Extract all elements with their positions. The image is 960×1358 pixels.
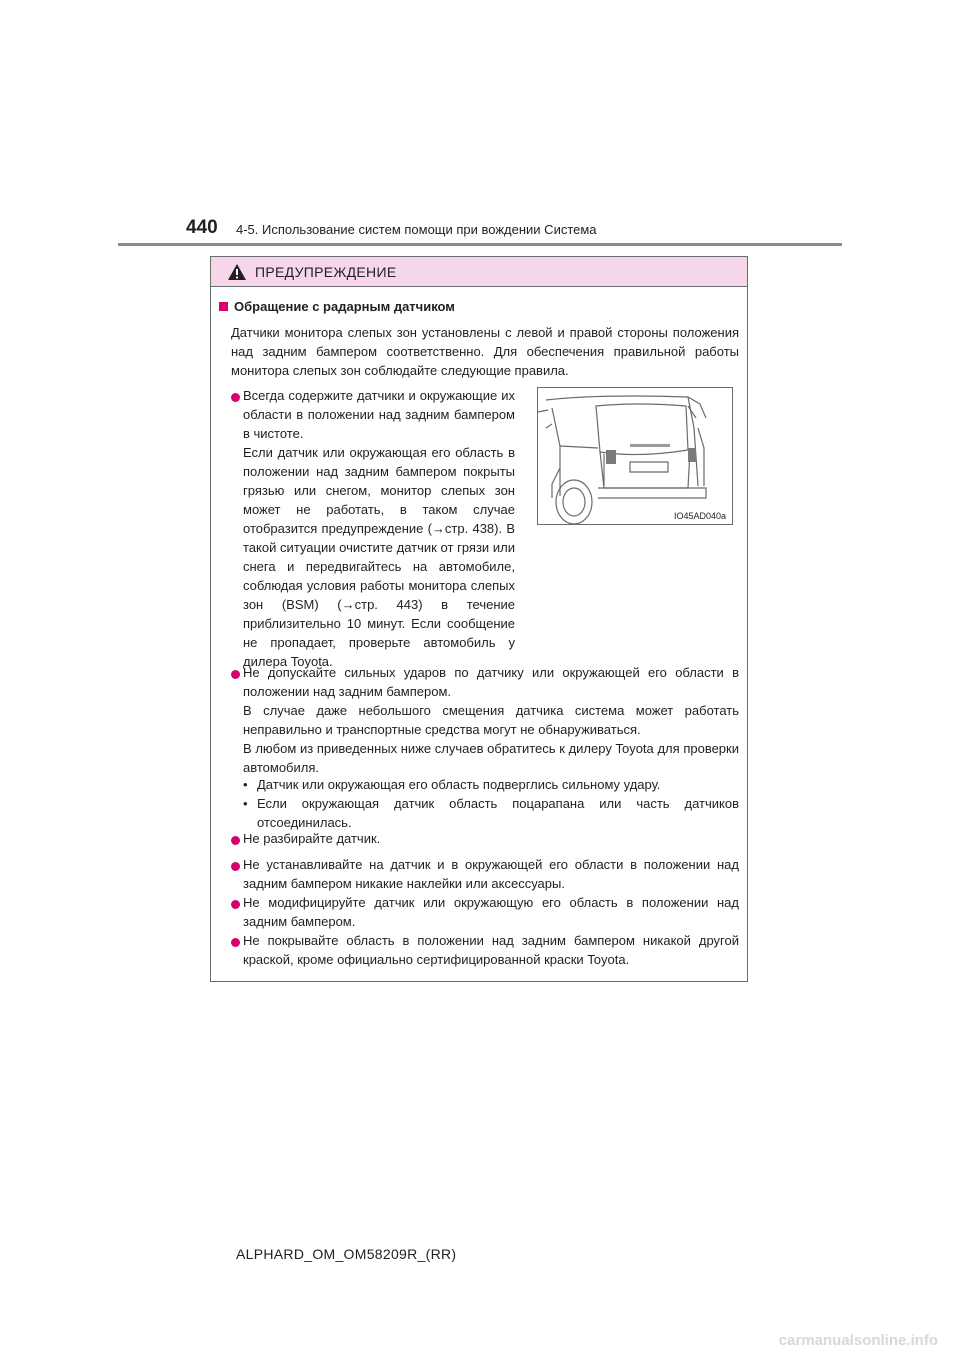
warning-title: ПРЕДУПРЕЖДЕНИЕ [255,263,397,280]
bullet-dot-icon [231,836,240,845]
bullet-dot-icon [231,393,240,402]
bullet-2-text-c: В любом из приведенных ниже случаев обратитесь к дилеру Toyota для проверки автомобиля. [243,741,739,775]
bullet-4-text: Не устанавливайте на датчик и в окружающей его области в положении над задним бампером никакие наклейки или аксессуары. [243,857,739,891]
bullet-1-text-b: Если датчик или окружающая его область в положении над задним бампером покрыты грязью или снегом, монитор слепых зон может не работать, в таком случае отобразится предупреждение (→стр. 438). В такой ситуации очистите датчик от грязи или снега и передвигайтесь на автомобиле, соблюдая условия работы монитора слепых зон (BSM) (→стр. 443) в течение приблизительно 10 минут. Если сообщение не пропадает, проверьте автомобиль у дилера Toyota. [243,445,515,669]
rear-sensor-illustration [537,387,733,525]
document-code: ALPHARD_OM_OM58209R_(RR) [236,1246,457,1262]
sub-bullet-icon: • [243,796,248,811]
figure-id: IO45AD040a [673,511,726,521]
bullet-dot-icon [231,862,240,871]
header-divider [118,243,842,246]
bullet-2-text-a: Не допускайте сильных ударов по датчику или окружающей его области в положении над задним бампером. [243,665,739,699]
bullet-dot-icon [231,938,240,947]
page-number: 440 [186,217,218,238]
square-bullet-icon [219,302,228,311]
bullet-6-text: Не покрывайте область в положении над задним бампером никакой другой краской, кроме официально сертифицированной краски Toyota. [243,933,739,967]
section-heading [219,299,455,314]
warning-triangle-icon [227,263,247,281]
vehicle-rear-drawing [538,388,733,525]
sub-item-2 [243,794,739,832]
section-heading-text: Обращение с радарным датчиком [234,299,455,314]
bullet-2-text-b: В случае даже небольшого смещения датчика система может работать неправильно и транспортные средства могут не обнаруживаться. [243,703,739,737]
sub-bullet-icon: • [243,777,248,792]
bullet-dot-icon [231,670,240,679]
watermark: carmanualsonline.info [778,1332,938,1349]
warning-box [210,256,748,982]
sub-item-1 [243,775,739,794]
bullet-1-text-a: Всегда содержите датчики и окружающие их области в положении над задним бампером в чистоте. [243,388,515,441]
section-title: 4-5. Использование систем помощи при вождении Система [236,222,597,237]
warning-header [211,257,747,287]
sub-item-1-text: Датчик или окружающая его область подверглись сильному удару. [257,777,661,792]
intro-paragraph: Датчики монитора слепых зон установлены с левой и правой стороны положения над задним бампером соответственно. Для обеспечения правильной работы монитора слепых зон соблюдайте следующие правила. [231,325,739,378]
bullet-3-text: Не разбирайте датчик. [243,831,381,846]
sub-item-2-text: Если окружающая датчик область поцарапана или часть датчиков отсоединилась. [257,796,739,830]
bullet-dot-icon [231,900,240,909]
bullet-5-text: Не модифицируйте датчик или окружающую его область в положении над задним бампером. [243,895,739,929]
